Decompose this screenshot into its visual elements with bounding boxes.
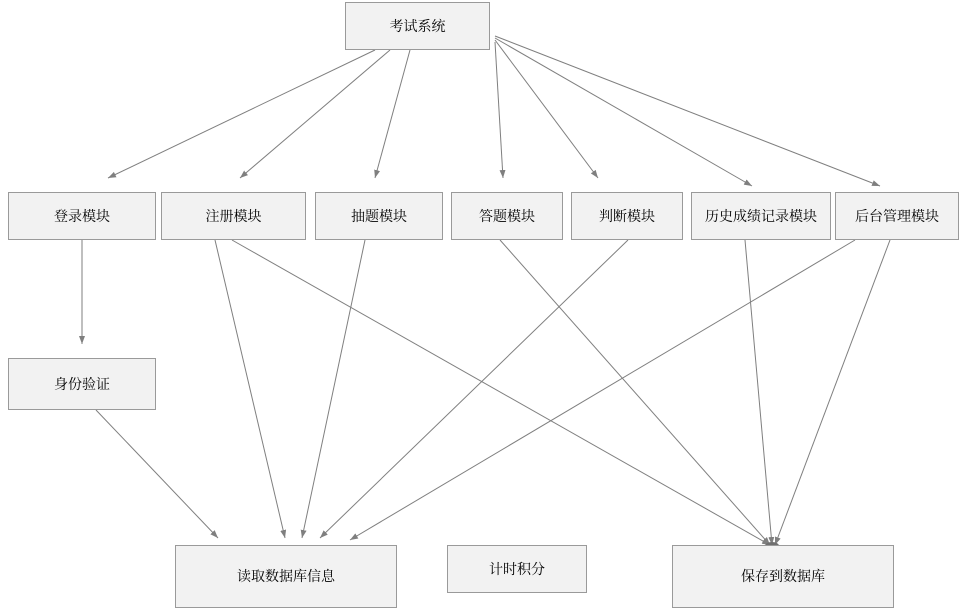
node-timer[interactable] [447,545,587,593]
node-judge[interactable] [571,192,683,240]
edge-root-to-register [240,50,390,178]
edge-root-to-login [108,50,375,178]
node-auth[interactable] [8,358,156,410]
node-draw[interactable] [315,192,443,240]
node-label: 答题模块 [479,207,535,224]
edge-register-to-readdb [215,240,285,538]
node-register[interactable] [161,192,306,240]
node-history[interactable] [691,192,831,240]
node-login[interactable] [8,192,156,240]
node-label: 考试系统 [389,17,446,34]
node-label: 抽题模块 [351,207,407,224]
node-label: 登录模块 [54,207,110,224]
node-label: 读取数据库信息 [237,568,335,585]
node-label: 判断模块 [599,207,655,224]
node-readdb[interactable] [175,545,397,608]
node-root[interactable] [345,2,490,50]
node-label: 注册模块 [205,207,262,224]
edge-register-to-savedb [232,240,770,545]
node-savedb[interactable] [672,545,894,608]
edge-history-to-savedb [745,240,772,545]
edge-admin-to-readdb [350,240,855,540]
node-label: 身份验证 [54,375,110,392]
node-admin[interactable] [835,192,959,240]
edge-judge-to-readdb [320,240,628,538]
edge-answer-to-savedb [500,240,770,545]
edge-root-to-admin [495,36,880,186]
node-label: 历史成绩记录模块 [705,207,817,224]
edge-root-to-history [495,38,752,186]
edge-root-to-draw [375,50,410,178]
node-answer[interactable] [451,192,563,240]
edge-root-to-judge [495,40,598,178]
edge-auth-to-readdb [96,410,218,538]
edge-draw-to-readdb [302,240,365,538]
node-label: 计时积分 [489,560,545,577]
node-label: 后台管理模块 [855,207,939,224]
edge-root-to-answer [495,42,503,178]
node-label: 保存到数据库 [741,568,825,585]
edge-admin-to-savedb [775,240,890,545]
